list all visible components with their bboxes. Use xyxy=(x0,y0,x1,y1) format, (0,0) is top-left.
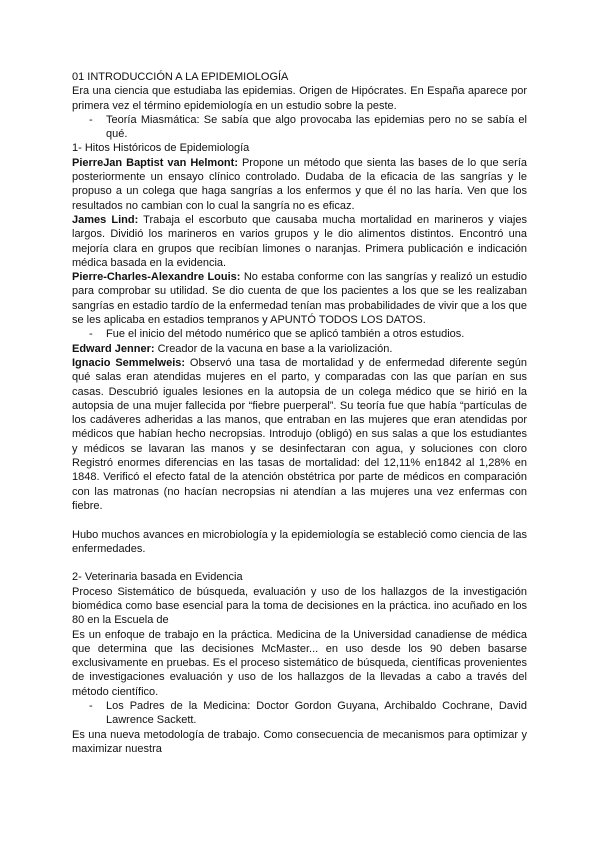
section-heading-hitos: 1- Hitos Históricos de Epidemiología xyxy=(72,142,250,155)
list-item xyxy=(89,327,527,341)
intro-paragraph: Era una ciencia que estudiaba las epidemias. Origen de Hipócrates. En España aparece por primera vez el término epidemiología en un estudio sobre la peste. xyxy=(72,85,527,112)
paragraph-helmont xyxy=(72,156,527,213)
list-item xyxy=(89,699,527,728)
document-body xyxy=(72,70,527,756)
page-title: 01 INTRODUCCIÓN A LA EPIDEMIOLOGÍA xyxy=(72,71,289,83)
person-name: PierreJan Baptist van Helmont: xyxy=(72,156,238,169)
paragraph-text: Creador de la vacuna en base a la variolización. xyxy=(154,342,393,355)
spacer xyxy=(72,556,527,570)
paragraph-vbe-3: Es una nueva metodología de trabajo. Como consecuencia de mecanismos para optimizar y maximizar nuestra xyxy=(72,728,527,755)
paragraph-vbe-1: Proceso Sistemático de búsqueda, evaluación y uso de los hallazgos de la investigación biomédica como base esencial para la toma de decisiones en la práctica. ino acuñado en los 80 en la Escuela de xyxy=(72,585,527,627)
paragraph-text: Observó una tasa de mortalidad y de enfermedad diferente según qué salas eran atendidas mujeres en el parto, y comparadas con las que parían en sus casas. Descubrió iguales lesiones en la autopsia de un colega médico que se hirió en la autopsia de una mujer fallecida por “fiebre puerperal”. Su teoría fue que había “partículas de los cadáveres adheridas a las manos, que entraban en las mujeres que eran atendidas por médicos que habían hecho necropsias. Introdujo (obligó) en sus salas a que los estudiantes y médicos se lavaran las manos y se desinfectaran con agua, y soluciones con cloro Registró enormes diferencias en las tasas de mortalidad: del 12,11% en1842 al 1,28% en 1848. Verificó el efecto fatal de la atención obstétrica por parte de médicos en comparación con las matronas (no hacían necropsias ni atendían a las mujeres una vez enfermas con fiebre. xyxy=(72,356,528,512)
paragraph-text: Trabaja el escorbuto que causaba mucha mortalidad en marineros y viajes largos. Dividió los marineros en varios grupos y le dio alimentos distintos. Encontró una mejoría clara en grupos que recibían limones o naranjas. Primera publicación e indicación médica basada en la evidencia. xyxy=(72,213,527,269)
paragraph-text: Propone un método que sienta las bases de lo que sería posteriormente un ensayo clínico controlado. Dudaba de la eficacia de las sangrías y le propuso a un colega que haga sangrías a los enfermos y que él no las haría. Ven que los resultados no cambian con lo cual la sangría no es eficaz. xyxy=(72,156,527,212)
list-item xyxy=(89,113,527,142)
bullet-dash: - xyxy=(89,700,93,713)
paragraph-text: No estaba conforme con las sangrías y realizó un estudio para comprobar su utilidad. Se dio cuenta de que los pacientes a los que se les realizaban sangrías en estadio tardío de la enfermedad tenían mas probabilidades de vivir que a los que se les aplicaba en estadios tempranos y APUNTÓ TODOS LOS DATOS. xyxy=(72,271,527,327)
person-name: Ignacio Semmelweis: xyxy=(72,356,186,369)
person-name: Pierre-Charles-Alexandre Louis: xyxy=(72,271,241,284)
paragraph-louis xyxy=(72,270,527,327)
bullet-text: Fue el inicio del método numérico que se aplicó también a otros estudios. xyxy=(106,328,465,341)
person-name: Edward Jenner: xyxy=(72,342,155,355)
bullet-text: Los Padres de la Medicina: Doctor Gordon Guyana, Archibaldo Cochrane, David Lawrence Sackett. xyxy=(106,700,527,727)
paragraph-jenner xyxy=(72,342,527,356)
paragraph-lind xyxy=(72,213,527,270)
paragraph-vbe-2: Es un enfoque de trabajo en la práctica. Medicina de la Universidad canadiense de médica que determina que las decisiones McMaster... en uso desde los 90 deben basarse exclusivamente en pruebas. Es el proceso sistemático de búsqueda, científicas provenientes de investigaciones evaluación y uso de los hallazgos de la llevadas a cabo a través del método científico. xyxy=(72,628,527,698)
person-name: James Lind: xyxy=(72,213,139,226)
bullet-dash: - xyxy=(89,113,93,126)
spacer xyxy=(72,513,527,527)
paragraph-microbiologia: Hubo muchos avances en microbiología y la epidemiología se estableció como ciencia de las enfermedades. xyxy=(72,528,527,555)
bullet-text: Teoría Miasmática: Se sabía que algo provocaba las epidemias pero no se sabía el qué. xyxy=(106,113,527,141)
section-heading-veterinaria: 2- Veterinaria basada en Evidencia xyxy=(72,571,243,584)
paragraph-semmelweis xyxy=(72,356,527,513)
bullet-dash: - xyxy=(89,328,93,341)
